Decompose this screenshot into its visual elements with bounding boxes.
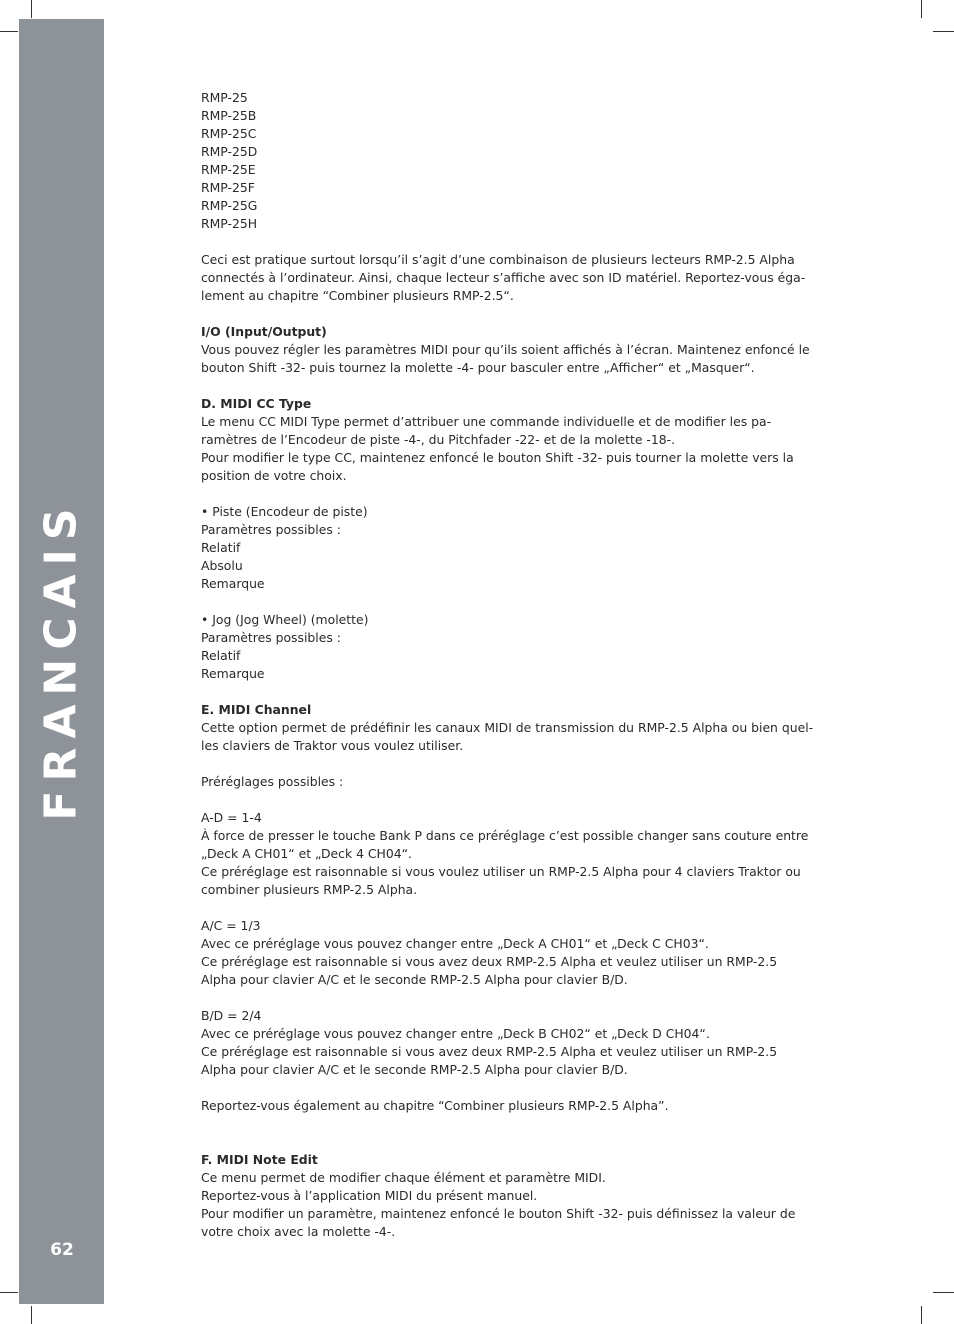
spacer <box>201 899 819 917</box>
page-number: 62 <box>50 1240 74 1260</box>
text-line: Vous pouvez régler les paramètres MIDI pour qu’ils soient affichés à l’écran. Maintenez enfoncé le <box>201 342 810 357</box>
section-heading: F. MIDI Note Edit <box>201 1152 318 1167</box>
intro-paragraph <box>201 251 819 305</box>
text-line: Ce préréglage est raisonnable si vous avez deux RMP-2.5 Alpha et veulez utiliser un RMP-2.5 <box>201 954 778 969</box>
text-line: Ce menu permet de modifier chaque élément et paramètre MIDI. <box>201 1170 606 1185</box>
spacer <box>201 683 819 701</box>
section-heading: E. MIDI Channel <box>201 702 312 717</box>
text-line: Ce préréglage est raisonnable si vous avez deux RMP-2.5 Alpha et veulez utiliser un RMP-2.5 <box>201 1044 778 1059</box>
model-id: RMP-25C <box>201 126 257 141</box>
spacer <box>201 1115 819 1133</box>
model-id: RMP-25E <box>201 162 256 177</box>
model-id: RMP-25H <box>201 216 258 231</box>
text-line: Avec ce préréglage vous pouvez changer entre „Deck B CH02“ et „Deck D CH04“. <box>201 1026 710 1041</box>
list-item: Relatif <box>201 648 241 663</box>
spacer <box>201 989 819 1007</box>
page-content <box>201 89 819 1241</box>
list-item: • Jog (Jog Wheel) (molette) <box>201 612 369 627</box>
spacer <box>201 755 819 773</box>
text-line: les claviers de Traktor vous voulez utiliser. <box>201 738 464 753</box>
text-line: „Deck A CH01“ et „Deck 4 CH04“. <box>201 846 412 861</box>
crop-mark <box>31 0 32 18</box>
text-line: A-D = 1-4 <box>201 810 262 825</box>
spacer <box>201 593 819 611</box>
cc-type-section <box>201 395 819 683</box>
model-id: RMP-25B <box>201 108 257 123</box>
list-item: Relatif <box>201 540 241 555</box>
text-line: bouton Shift -32- puis tournez la molette -4- pour basculer entre „Afficher“ et „Masquer“. <box>201 360 755 375</box>
spacer <box>201 485 819 503</box>
text-line: Préréglages possibles : <box>201 774 344 789</box>
text-line: A/C = 1/3 <box>201 918 261 933</box>
text-line: lement au chapitre “Combiner plusieurs RMP-2.5“. <box>201 288 514 303</box>
section-heading: I/O (Input/Output) <box>201 324 327 339</box>
text-line: Pour modifier un paramètre, maintenez enfoncé le bouton Shift -32- puis définissez la valeur de <box>201 1206 796 1221</box>
language-title: FRANCAIS <box>35 499 87 821</box>
text-line: Cette option permet de prédéfinir les canaux MIDI de transmission du RMP-2.5 Alpha ou bien quel- <box>201 720 814 735</box>
spacer <box>201 1133 819 1151</box>
model-id: RMP-25G <box>201 198 258 213</box>
crop-mark <box>31 1306 32 1324</box>
list-item: Paramètres possibles : <box>201 522 341 537</box>
text-line: Pour modifier le type CC, maintenez enfoncé le bouton Shift -32- puis tourner la molette vers la <box>201 450 794 465</box>
model-list <box>201 89 819 233</box>
spacer <box>201 791 819 809</box>
spacer <box>201 377 819 395</box>
model-id: RMP-25 <box>201 90 248 105</box>
text-line: ramètres de l’Encodeur de piste -4-, du Pitchfader -22- et de la molette -18-. <box>201 432 676 447</box>
text-line: Avec ce préréglage vous pouvez changer entre „Deck A CH01“ et „Deck C CH03“. <box>201 936 709 951</box>
section-heading: D. MIDI CC Type <box>201 396 312 411</box>
note-edit-section <box>201 1151 819 1241</box>
text-line: Ceci est pratique surtout lorsqu’il s’agit d’une combinaison de plusieurs lecteurs RMP-2.5 Alpha <box>201 252 795 267</box>
text-line: À force de presser le touche Bank P dans ce préréglage c’est possible changer sans couture entre <box>201 828 809 843</box>
crop-mark <box>0 31 18 32</box>
spacer <box>201 305 819 323</box>
list-item: • Piste (Encodeur de piste) <box>201 504 368 519</box>
text-line: Ce préréglage est raisonnable si vous voulez utiliser un RMP-2.5 Alpha pour 4 claviers Traktor ou <box>201 864 801 879</box>
spacer <box>201 1079 819 1097</box>
model-id: RMP-25F <box>201 180 255 195</box>
crop-mark <box>933 1292 954 1293</box>
text-line: votre choix avec la molette -4-. <box>201 1224 396 1239</box>
spacer <box>201 233 819 251</box>
text-line: B/D = 2/4 <box>201 1008 262 1023</box>
text-line: Reportez-vous à l’application MIDI du présent manuel. <box>201 1188 538 1203</box>
text-line: Alpha pour clavier A/C et le seconde RMP-2.5 Alpha pour clavier B/D. <box>201 1062 628 1077</box>
crop-mark <box>933 31 954 32</box>
model-id: RMP-25D <box>201 144 258 159</box>
list-item: Remarque <box>201 576 265 591</box>
list-item: Absolu <box>201 558 243 573</box>
list-item: Remarque <box>201 666 265 681</box>
list-item: Paramètres possibles : <box>201 630 341 645</box>
io-section <box>201 323 819 377</box>
text-line: position de votre choix. <box>201 468 347 483</box>
channel-section <box>201 701 819 1115</box>
text-line: Le menu CC MIDI Type permet d’attribuer une commande individuelle et de modifier les pa- <box>201 414 772 429</box>
crop-mark <box>921 0 922 18</box>
text-line: Reportez-vous également au chapitre “Combiner plusieurs RMP-2.5 Alpha”. <box>201 1098 669 1113</box>
crop-mark <box>0 1292 18 1293</box>
text-line: Alpha pour clavier A/C et le seconde RMP-2.5 Alpha pour clavier B/D. <box>201 972 628 987</box>
crop-mark <box>921 1306 922 1324</box>
text-line: combiner plusieurs RMP-2.5 Alpha. <box>201 882 418 897</box>
text-line: connectés à l’ordinateur. Ainsi, chaque lecteur s’affiche avec son ID matériel. Reportez-vous éga- <box>201 270 806 285</box>
